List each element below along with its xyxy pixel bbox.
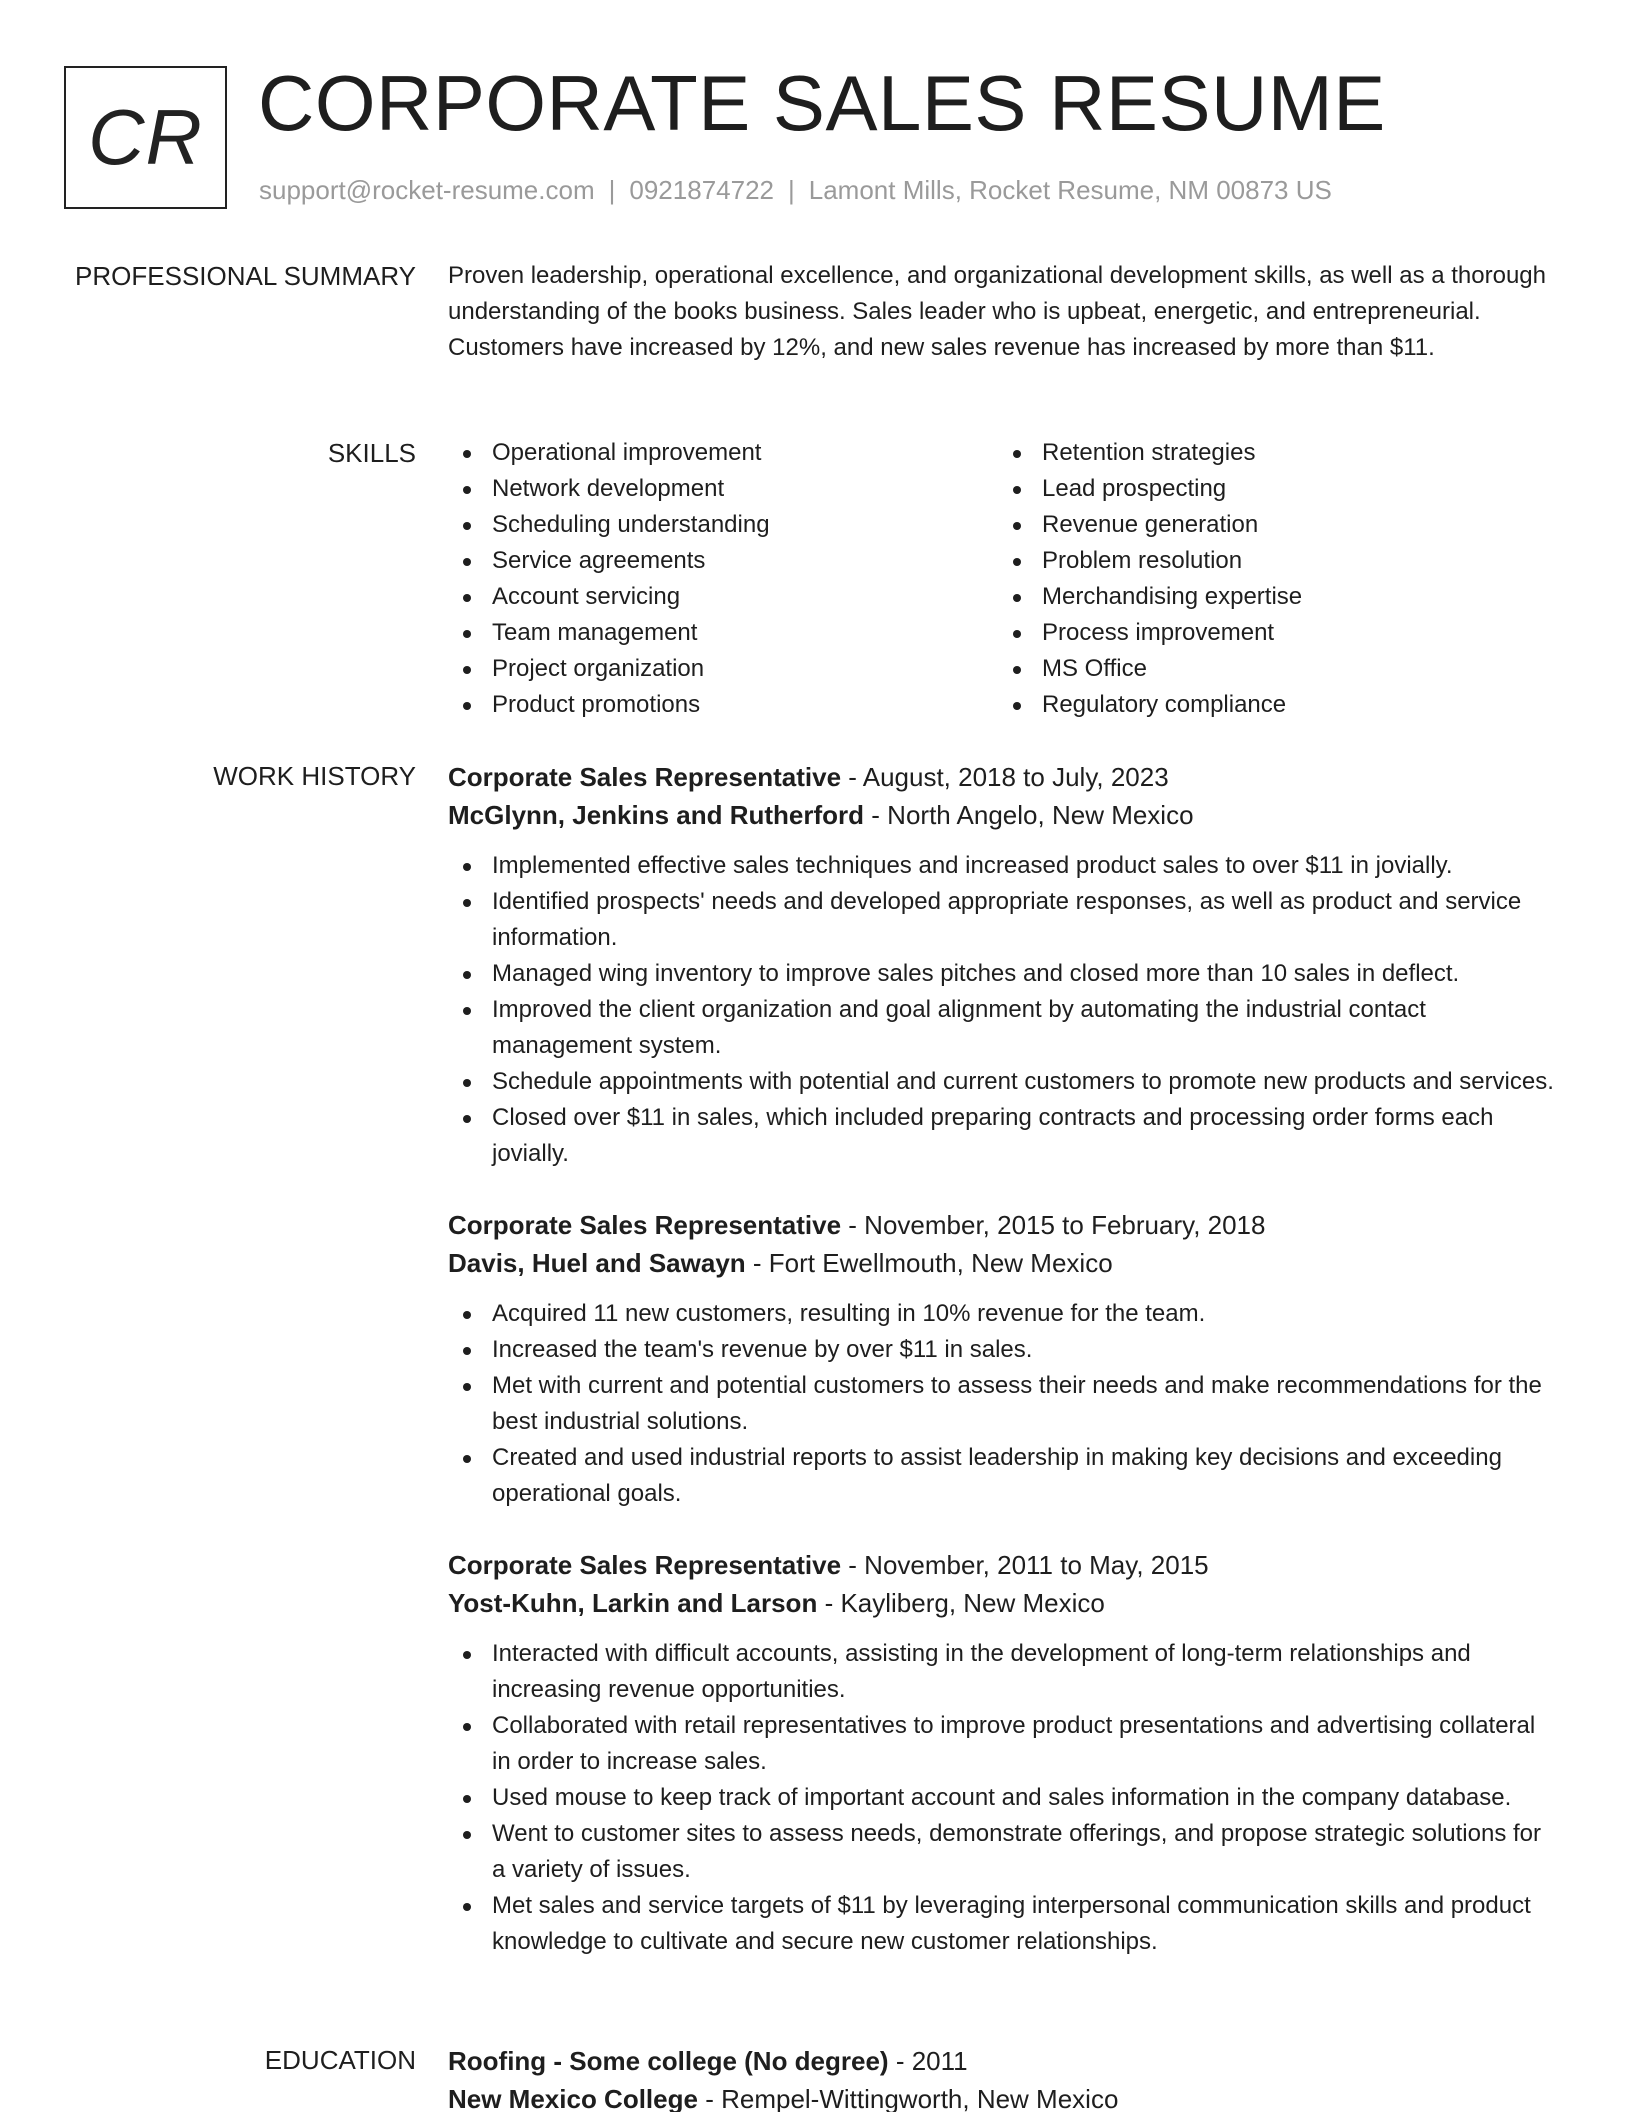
skill-item: Scheduling understanding	[448, 507, 998, 543]
job-location: - Fort Ewellmouth, New Mexico	[752, 1248, 1113, 1278]
skill-item: Process improvement	[998, 615, 1548, 651]
job-entry	[448, 1546, 1558, 1960]
section-label-summary: PROFESSIONAL SUMMARY	[75, 261, 416, 291]
job-entry	[448, 758, 1558, 1172]
skill-item: Team management	[448, 615, 998, 651]
skill-item: Regulatory compliance	[998, 687, 1548, 723]
section-label-education: EDUCATION	[264, 2045, 416, 2075]
summary-text: Proven leadership, operational excellence, and organizational development skills, as well as a thorough understanding of the books business. Sales leader who is upbeat, energetic, and entrepreneurial. Customers have increased by 12%, and new sales revenue has increased by more than $11.	[448, 262, 1546, 361]
jobs-list	[448, 758, 1558, 1994]
skill-item: Retention strategies	[998, 435, 1548, 471]
job-dates: - November, 2011 to May, 2015	[848, 1550, 1209, 1580]
education-school-line	[448, 2080, 1558, 2112]
skill-item: Product promotions	[448, 687, 998, 723]
resume-title: CORPORATE SALES RESUME	[258, 59, 1386, 147]
job-title-line	[448, 1546, 1558, 1584]
job-bullet: Met sales and service targets of $11 by leveraging interpersonal communication skills and product knowledge to cultivate and secure new customer relationships.	[448, 1888, 1558, 1960]
job-bullet: Went to customer sites to assess needs, demonstrate offerings, and propose strategic solutions for a variety of issues.	[448, 1816, 1558, 1888]
contact-address: Lamont Mills, Rocket Resume, NM 00873 US	[808, 175, 1332, 205]
job-bullets	[448, 1636, 1558, 1960]
job-company: Yost-Kuhn, Larkin and Larson	[448, 1588, 818, 1618]
education-degree-line	[448, 2042, 1558, 2080]
education-degree: Roofing - Some college (No degree)	[448, 2046, 889, 2076]
job-bullet: Improved the client organization and goal alignment by automating the industrial contact management system.	[448, 992, 1558, 1064]
job-bullet: Collaborated with retail representatives to improve product presentations and advertising collateral in order to increase sales.	[448, 1708, 1558, 1780]
skills-list-right	[998, 435, 1548, 723]
skill-item: Revenue generation	[998, 507, 1548, 543]
job-bullet: Identified prospects' needs and developed appropriate responses, as well as product and service information.	[448, 884, 1558, 956]
job-title: Corporate Sales Representative	[448, 1550, 842, 1580]
job-bullet: Managed wing inventory to improve sales pitches and closed more than 10 sales in deflect.	[448, 956, 1558, 992]
contact-line	[259, 175, 1332, 206]
job-bullet: Interacted with difficult accounts, assisting in the development of long-term relationships and increasing revenue opportunities.	[448, 1636, 1558, 1708]
education-school: New Mexico College	[448, 2084, 698, 2112]
contact-separator: |	[608, 175, 616, 205]
job-title-line	[448, 758, 1558, 796]
skill-item: Account servicing	[448, 579, 998, 615]
skill-item: Network development	[448, 471, 998, 507]
job-bullet: Used mouse to keep track of important account and sales information in the company database.	[448, 1780, 1558, 1816]
education-location: - Rempel-Wittingworth, New Mexico	[705, 2084, 1119, 2112]
job-company: McGlynn, Jenkins and Rutherford	[448, 800, 865, 830]
job-bullet: Increased the team's revenue by over $11 in sales.	[448, 1332, 1558, 1368]
job-company-line	[448, 796, 1558, 834]
job-dates: - November, 2015 to February, 2018	[848, 1210, 1266, 1240]
skill-item: Project organization	[448, 651, 998, 687]
job-location: - Kayliberg, New Mexico	[824, 1588, 1105, 1618]
skill-item: Lead prospecting	[998, 471, 1548, 507]
job-bullet: Implemented effective sales techniques and increased product sales to over $11 in jovially.	[448, 848, 1558, 884]
skill-item: MS Office	[998, 651, 1548, 687]
job-location: - North Angelo, New Mexico	[871, 800, 1194, 830]
job-bullet: Acquired 11 new customers, resulting in 10% revenue for the team.	[448, 1296, 1558, 1332]
job-title: Corporate Sales Representative	[448, 1210, 842, 1240]
job-company: Davis, Huel and Sawayn	[448, 1248, 746, 1278]
skills-list-left	[448, 435, 998, 723]
skill-item: Problem resolution	[998, 543, 1548, 579]
contact-phone: 0921874722	[629, 175, 774, 205]
contact-email: support@rocket-resume.com	[259, 175, 595, 205]
monogram-badge: CR	[64, 66, 227, 209]
education-year: - 2011	[895, 2046, 968, 2076]
skill-item: Operational improvement	[448, 435, 998, 471]
education-entry	[448, 2042, 1558, 2112]
job-bullet: Schedule appointments with potential and current customers to promote new products and services.	[448, 1064, 1558, 1100]
job-bullet: Closed over $11 in sales, which included preparing contracts and processing order forms each jovially.	[448, 1100, 1558, 1172]
job-bullet: Created and used industrial reports to assist leadership in making key decisions and exceeding operational goals.	[448, 1440, 1558, 1512]
job-title-line	[448, 1206, 1558, 1244]
job-company-line	[448, 1244, 1558, 1282]
job-title: Corporate Sales Representative	[448, 762, 842, 792]
skill-item: Service agreements	[448, 543, 998, 579]
section-label-skills: SKILLS	[327, 438, 416, 468]
job-bullet: Met with current and potential customers to assess their needs and make recommendations for the best industrial solutions.	[448, 1368, 1558, 1440]
job-company-line	[448, 1584, 1558, 1622]
contact-separator: |	[788, 175, 795, 205]
job-entry	[448, 1206, 1558, 1512]
skill-item: Merchandising expertise	[998, 579, 1548, 615]
skills-columns	[448, 435, 1558, 723]
job-bullets	[448, 1296, 1558, 1512]
section-label-work-history: WORK HISTORY	[213, 761, 416, 791]
job-dates: - August, 2018 to July, 2023	[848, 762, 1169, 792]
job-bullets	[448, 848, 1558, 1172]
